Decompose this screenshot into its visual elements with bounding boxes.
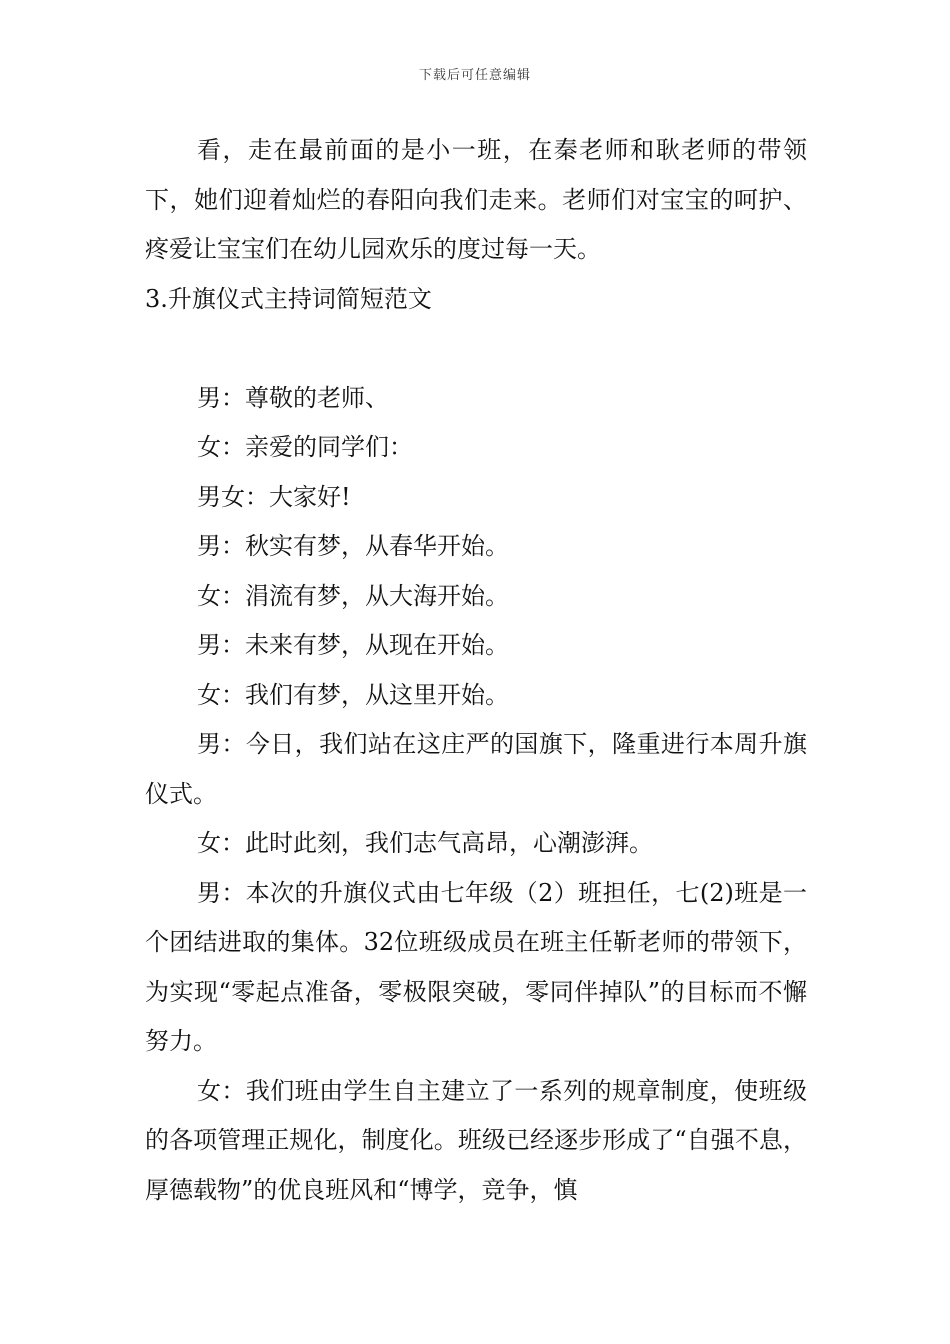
paragraph-intro: 看，走在最前面的是小一班，在秦老师和耿老师的带领下，她们迎着灿烂的春阳向我们走来。老师们对宝宝的呵护、疼爱让宝宝们在幼儿园欢乐的度过每一天。 xyxy=(145,136,807,263)
dialogue-line: 男：未来有梦，从现在开始。 xyxy=(197,631,509,659)
dialogue-line: 女：涓流有梦，从大海开始。 xyxy=(197,581,509,610)
dialogue-line: 女：此时此刻，我们志气高昂，心潮澎湃。 xyxy=(197,829,653,857)
dialogue-line: 女：亲爱的同学们： xyxy=(197,433,413,461)
section-heading: 3.升旗仪式主持词简短范文 xyxy=(145,284,432,313)
dialogue-line: 男：今日，我们站在这庄严的国旗下，隆重进行本周升旗仪式。 xyxy=(145,730,807,808)
dialogue-line: 男：尊敬的老师、 xyxy=(197,383,389,412)
dialogue-line: 男女：大家好! xyxy=(197,482,351,511)
document-body xyxy=(145,126,807,1215)
dialogue-line: 女：我们班由学生自主建立了一系列的规章制度，使班级的各项管理正规化，制度化。班级已经逐步形成了“自强不息，厚德载物”的优良班风和“博学，竞争，慎 xyxy=(145,1076,807,1204)
dialogue-line: 男：秋实有梦，从春华开始。 xyxy=(197,532,509,560)
dialogue-line: 男：本次的升旗仪式由七年级（2）班担任，七(2)班是一个团结进取的集体。32位班级成员在班主任靳老师的带领下，为实现“零起点准备，零极限突破，零同伴掉队”的目标而不懈努力。 xyxy=(145,878,807,1055)
page-header: 下载后可任意编辑 xyxy=(418,68,531,83)
dialogue-line: 女：我们有梦，从这里开始。 xyxy=(197,680,509,709)
